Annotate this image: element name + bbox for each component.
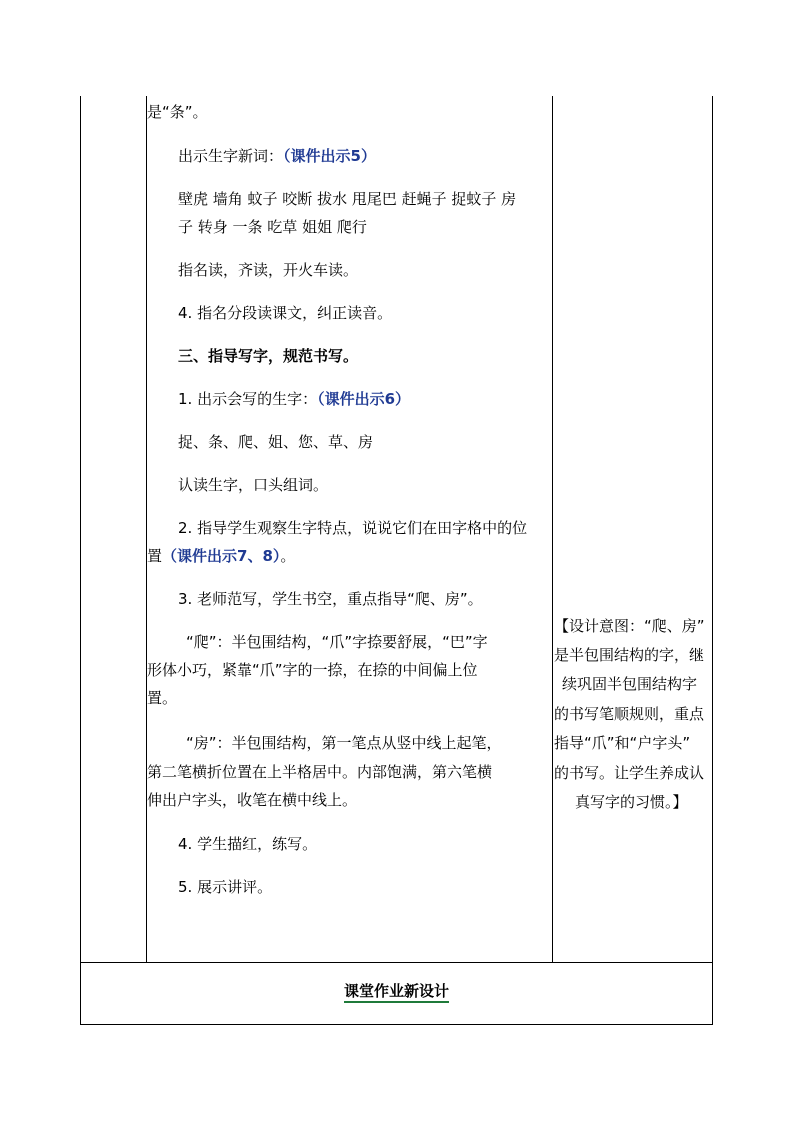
row-divider (80, 962, 713, 963)
text-line: 5. 展示讲评。 (178, 878, 273, 896)
note-line: 真写字的习惯。】 (575, 793, 688, 811)
text-line: 2. 指导学生观察生字特点，说说它们在田字格中的位 (178, 519, 528, 537)
text-line: 第二笔横折位置在上半格居中。内部饱满，第六笔横 (147, 763, 493, 781)
note-line: 续巩固半包围结构字 (562, 675, 698, 693)
note-line: 【设计意图：“爬、房” (554, 617, 705, 635)
text-line: 3. 老师范写，学生书空，重点指导“爬、房”。 (178, 590, 483, 608)
section-heading: 三、指导写字，规范书写。 (178, 347, 359, 365)
table-bottom-border (80, 1024, 713, 1025)
text-line: 置（课件出示7、8）。 (147, 547, 296, 565)
text-line: 4. 学生描红，练写。 (178, 835, 318, 853)
table-left-border (80, 96, 81, 1025)
text-line: 置。 (147, 689, 178, 707)
text-line: 1. 出示会写的生字：（课件出示6） (178, 390, 411, 408)
text-line: 是“条”。 (147, 103, 208, 121)
note-line: 指导“爪”和“户字头” (554, 734, 691, 752)
section-title (80, 980, 713, 1002)
text-line: “房”：半包围结构，第一笔点从竖中线上起笔， (186, 734, 502, 752)
column-divider-left (146, 96, 147, 962)
table-right-border (712, 96, 713, 1025)
text-line: 出示生字新词：（课件出示5） (178, 147, 376, 165)
text-line: 认读生字，口头组词。 (178, 476, 329, 494)
column-divider-right (552, 96, 553, 962)
text-line: 子 转身 一条 吃草 姐姐 爬行 (178, 218, 367, 236)
text-line: 壁虎 墙角 蚊子 咬断 拔水 甩尾巴 赶蝇子 捉蚊子 房 (178, 190, 517, 208)
note-line: 的书写笔顺规则，重点 (554, 705, 705, 723)
text-line: 形体小巧，紧靠“爪”字的一捺，在捺的中间偏上位 (147, 661, 478, 679)
text-line: 4. 指名分段读课文，纠正读音。 (178, 304, 393, 322)
note-line: 是半包围结构的字，继 (554, 646, 705, 664)
section-title-text: 课堂作业新设计 (344, 982, 449, 1003)
text-line: “爬”：半包围结构，“爪”字捺要舒展，“巴”字 (186, 633, 488, 651)
text-line: 指名读，齐读，开火车读。 (178, 261, 359, 279)
note-line: 的书写。让学生养成认 (554, 764, 705, 782)
text-line: 捉、条、爬、姐、您、草、房 (178, 433, 374, 451)
text-line: 伸出户字头，收笔在横中线上。 (147, 791, 358, 809)
